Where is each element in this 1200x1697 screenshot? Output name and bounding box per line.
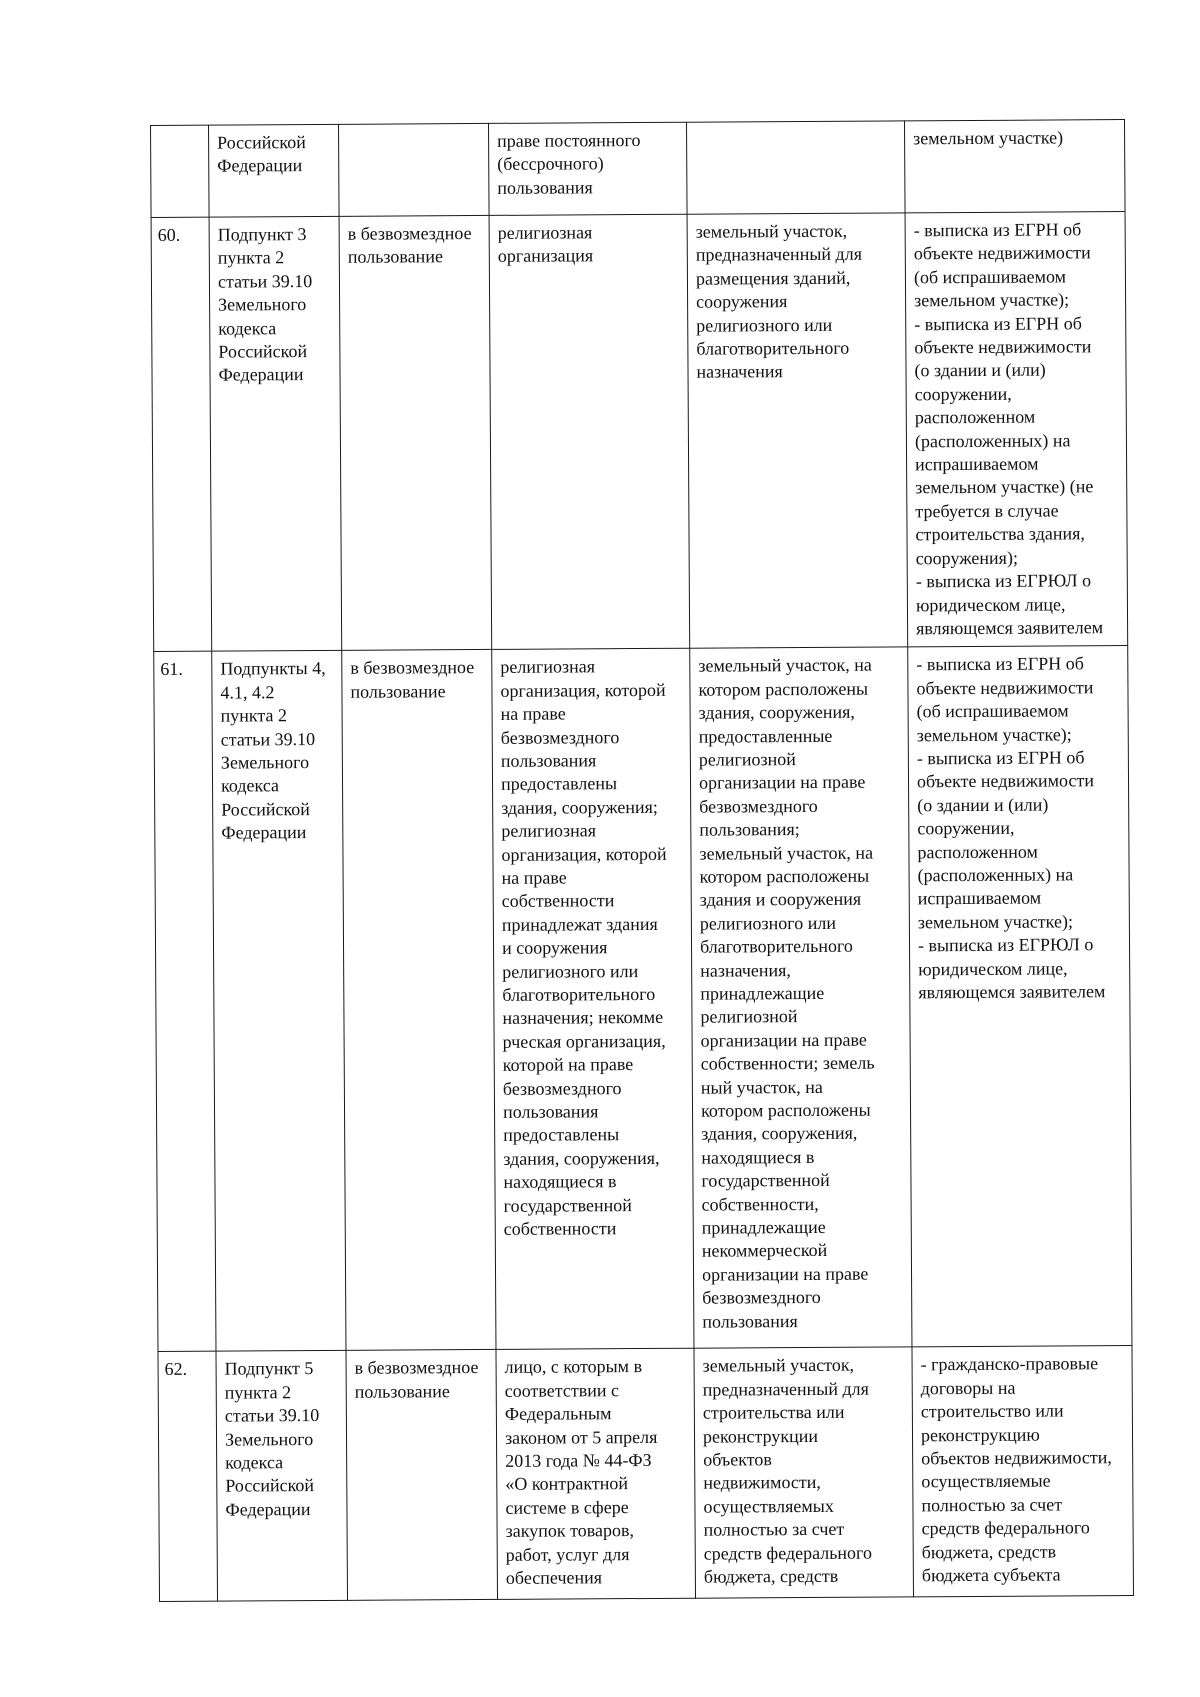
cell-line: строительства или bbox=[702, 1401, 845, 1423]
cell-line: на праве bbox=[500, 703, 566, 724]
cell-line: пункта 2 bbox=[217, 247, 285, 268]
cell-line: расположенном bbox=[917, 841, 1038, 862]
cell-line: кодекса bbox=[225, 1452, 284, 1473]
cell-line: Земельного bbox=[224, 1428, 314, 1450]
cell-line: на праве bbox=[501, 867, 567, 888]
documents-cell bbox=[908, 646, 1132, 1347]
basis-cell bbox=[212, 651, 346, 1352]
cell-line: пользование bbox=[350, 680, 446, 702]
cell-line: котором расположены bbox=[698, 678, 869, 700]
cell-line: и сооружения bbox=[501, 937, 608, 959]
cell-line: земельном участке); bbox=[916, 723, 1072, 745]
cell-line: собственности; земель bbox=[700, 1052, 875, 1074]
cell-line: требуется в случае bbox=[915, 500, 1059, 522]
cell-line: ный участок, на bbox=[700, 1076, 823, 1098]
cell-line: реконструкцию bbox=[920, 1424, 1040, 1445]
cell-line: принадлежащие bbox=[701, 1216, 826, 1238]
cell-line: в безвозмездное bbox=[354, 1357, 479, 1379]
cell-line: религиозной bbox=[698, 749, 796, 770]
cell-line: находящиеся в bbox=[503, 1171, 617, 1193]
cell-line: сооружения); bbox=[915, 547, 1018, 569]
cell-line: являющемся заявителем bbox=[916, 617, 1104, 639]
cell-line: строительства здания, bbox=[915, 523, 1085, 545]
cell-line: Подпункт 5 bbox=[224, 1358, 314, 1379]
cell-line: системе в сфере bbox=[505, 1496, 629, 1518]
cell-line: бюджета субъекта bbox=[921, 1564, 1061, 1586]
cell-line: расположенном bbox=[914, 406, 1036, 428]
cell-line: недвижимости, bbox=[703, 1472, 821, 1493]
cell-line: земельном участке) bbox=[913, 127, 1064, 149]
cell-line: кодекса bbox=[220, 775, 280, 796]
cell-line: земельном участке); bbox=[914, 289, 1070, 311]
applicant-cell bbox=[492, 649, 694, 1350]
land-plot-cell bbox=[687, 213, 908, 649]
cell-line: статьи 39.10 bbox=[217, 270, 313, 292]
row-number: 61. bbox=[160, 659, 183, 680]
cell-line: организации на праве bbox=[700, 1029, 867, 1051]
cell-line: пользования; bbox=[699, 819, 800, 840]
cell-line: принадлежат здания bbox=[501, 913, 658, 935]
cell-line: сооружении, bbox=[917, 817, 1015, 839]
right-type-cell bbox=[342, 650, 496, 1351]
cell-line: безвозмездного bbox=[702, 1287, 821, 1308]
cell-line: религиозного или bbox=[699, 912, 836, 934]
basis-cell bbox=[209, 216, 342, 651]
cell-line: 4.1, 4.2 bbox=[220, 681, 275, 703]
cell-line: объекте недвижимости bbox=[914, 336, 1092, 358]
cell-line: Российской bbox=[225, 1475, 315, 1496]
cell-line: бюджета, средств bbox=[921, 1541, 1057, 1562]
cell-line: бюджета, средств bbox=[703, 1565, 839, 1587]
cell-line: Федерации bbox=[217, 155, 303, 176]
cell-line: объекте недвижимости bbox=[916, 770, 1095, 792]
cell-line: здания и сооружения bbox=[699, 889, 862, 911]
cell-line: объектов недвижимости, bbox=[921, 1447, 1112, 1469]
cell-line: осуществляемых bbox=[703, 1495, 834, 1517]
land-plots-table bbox=[150, 119, 1134, 1602]
table-row bbox=[154, 646, 1132, 1352]
land-plot-cell bbox=[690, 647, 912, 1348]
cell-line: Федерации bbox=[221, 822, 307, 843]
cell-line: предоставлены bbox=[500, 773, 618, 795]
row-number-cell bbox=[158, 1351, 218, 1601]
cell-line: Земельного bbox=[218, 294, 307, 315]
documents-cell bbox=[904, 120, 1125, 213]
cell-line: религиозная bbox=[497, 222, 593, 243]
cell-line: организации на праве bbox=[698, 771, 866, 794]
cell-line: принадлежащие bbox=[700, 982, 825, 1004]
cell-line: благотворительного bbox=[696, 337, 850, 359]
cell-line: котором расположены bbox=[700, 1099, 871, 1121]
cell-line: пользования bbox=[502, 1101, 599, 1122]
cell-line: осуществляемые bbox=[921, 1470, 1051, 1492]
cell-line: объекте недвижимости bbox=[913, 242, 1091, 264]
cell-line: - выписка из ЕГРЮЛ о bbox=[917, 934, 1094, 956]
cell-line: в безвозмездное bbox=[347, 223, 472, 244]
applicant-cell bbox=[496, 1349, 696, 1600]
cell-line: строительство или bbox=[920, 1400, 1064, 1422]
cell-line: (бессрочного) bbox=[497, 153, 604, 175]
cell-line: соответствии с bbox=[504, 1379, 619, 1401]
cell-line: религиозного или bbox=[696, 314, 833, 336]
cell-line: - выписка из ЕГРН об bbox=[916, 653, 1084, 675]
row-number-cell bbox=[151, 217, 212, 652]
cell-line: «О контрактной bbox=[505, 1473, 629, 1495]
cell-line: здания, сооружения, bbox=[698, 701, 855, 723]
cell-line: Российской bbox=[217, 132, 306, 153]
cell-line: пользование bbox=[347, 246, 443, 268]
cell-line: государственной bbox=[503, 1194, 632, 1216]
cell-line: юридическом лице, bbox=[918, 958, 1068, 979]
land-plot-cell bbox=[686, 121, 905, 214]
row-number: 60. bbox=[157, 224, 181, 245]
cell-line: - выписка из ЕГРН об bbox=[916, 747, 1085, 769]
cell-line: собственности bbox=[501, 890, 615, 912]
table-row bbox=[151, 212, 1128, 652]
basis-cell bbox=[209, 124, 340, 217]
cell-line: кодекса bbox=[218, 317, 277, 339]
cell-line: объектов bbox=[703, 1449, 772, 1470]
cell-line: предоставлены bbox=[503, 1124, 620, 1146]
cell-line: некоммерческой bbox=[701, 1240, 828, 1262]
cell-line: Российской bbox=[221, 798, 310, 820]
cell-line: собственности, bbox=[701, 1193, 819, 1215]
cell-line: благотворительного bbox=[502, 983, 656, 1005]
cell-line: статьи 39.10 bbox=[220, 728, 316, 750]
cell-line: Подпункты 4, bbox=[220, 658, 326, 679]
applicant-cell bbox=[489, 214, 690, 650]
cell-line: рческая организация, bbox=[502, 1030, 666, 1052]
cell-line: - гражданско-правовые bbox=[920, 1353, 1099, 1375]
cell-line: безвозмездного bbox=[699, 795, 818, 817]
cell-line: Федерации bbox=[225, 1498, 311, 1520]
table-row bbox=[151, 120, 1126, 218]
documents-cell bbox=[912, 1346, 1134, 1597]
right-type-cell bbox=[346, 1350, 498, 1601]
cell-line: религиозной bbox=[700, 1006, 798, 1028]
cell-line: статьи 39.10 bbox=[224, 1405, 320, 1426]
cell-line: (о здании и (или) bbox=[914, 359, 1046, 381]
cell-line: размещения зданий, bbox=[695, 267, 851, 289]
applicant-cell bbox=[488, 122, 687, 215]
cell-line: лицо, с которым в bbox=[504, 1356, 643, 1378]
cell-line: организация bbox=[497, 245, 594, 267]
table-row bbox=[158, 1346, 1134, 1602]
cell-line: сооружения bbox=[696, 291, 788, 312]
cell-line: земельный участок, bbox=[695, 220, 848, 242]
cell-line: земельном участке); bbox=[917, 911, 1073, 933]
row-number: 62. bbox=[164, 1359, 188, 1380]
cell-line: (об испрашиваемом bbox=[916, 700, 1069, 722]
cell-line: полностью за счет bbox=[703, 1518, 845, 1540]
cell-line: (об испрашиваемом bbox=[913, 266, 1067, 288]
cell-line: юридическом лице, bbox=[915, 593, 1066, 615]
cell-line: религиозная bbox=[501, 820, 597, 842]
cell-line: назначения, bbox=[700, 959, 791, 981]
cell-line: организация, которой bbox=[500, 679, 666, 701]
cell-line: безвозмездного bbox=[500, 726, 620, 748]
cell-line: назначения bbox=[696, 361, 783, 383]
cell-line: договоры на bbox=[920, 1377, 1016, 1399]
cell-line: собственности bbox=[503, 1218, 617, 1239]
cell-line: религиозная bbox=[500, 656, 596, 678]
cell-line: организация, которой bbox=[501, 843, 667, 865]
cell-line: государственной bbox=[701, 1170, 830, 1191]
land-plot-cell bbox=[694, 1347, 914, 1598]
cell-line: которой на праве bbox=[502, 1054, 634, 1076]
cell-line: объекте недвижимости bbox=[916, 676, 1094, 699]
cell-line: здания, сооружения, bbox=[503, 1147, 660, 1169]
cell-line: реконструкции bbox=[702, 1425, 819, 1447]
cell-line: 2013 года № 44-ФЗ bbox=[505, 1449, 652, 1471]
cell-line: испрашиваемом bbox=[915, 453, 1039, 475]
cell-line: закупок товаров, bbox=[505, 1520, 635, 1542]
cell-line: организации на праве bbox=[701, 1263, 869, 1285]
cell-line: назначения; некомме bbox=[502, 1007, 664, 1029]
cell-line: Земельного bbox=[220, 751, 310, 773]
cell-line: (расположенных) на bbox=[914, 430, 1071, 451]
cell-line: являющемся заявителем bbox=[918, 981, 1106, 1003]
cell-line: земельном участке) (не bbox=[915, 476, 1094, 498]
cell-line: испрашиваемом bbox=[917, 887, 1042, 909]
cell-line: земельный участок, на bbox=[699, 842, 874, 864]
cell-line: (расположенных) на bbox=[917, 864, 1074, 886]
row-number-cell bbox=[151, 125, 210, 217]
cell-line: сооружении, bbox=[914, 383, 1012, 405]
right-type-cell bbox=[338, 123, 489, 216]
cell-line: земельный участок, на bbox=[698, 654, 872, 676]
cell-line: безвозмездного bbox=[502, 1077, 622, 1099]
right-type-cell bbox=[339, 215, 492, 650]
cell-line: пользования bbox=[500, 750, 597, 771]
cell-line: Российской bbox=[218, 341, 308, 362]
cell-line: средств федерального bbox=[703, 1542, 873, 1564]
cell-line: обеспечения bbox=[505, 1567, 603, 1588]
cell-line: предназначенный для bbox=[702, 1378, 869, 1400]
cell-line: полностью за счет bbox=[921, 1494, 1063, 1516]
cell-line: законом от 5 апреля bbox=[504, 1426, 658, 1448]
cell-line: средств федерального bbox=[921, 1517, 1090, 1539]
documents-cell bbox=[905, 212, 1128, 648]
row-number-cell bbox=[154, 651, 216, 1351]
cell-line: земельный участок, bbox=[702, 1355, 855, 1376]
cell-line: предоставленные bbox=[698, 725, 833, 747]
cell-line: работ, услуг для bbox=[505, 1543, 630, 1565]
cell-line: благотворительного bbox=[699, 935, 853, 957]
basis-cell bbox=[216, 1351, 348, 1602]
cell-line: пользование bbox=[354, 1380, 450, 1402]
cell-line: котором расположены bbox=[699, 865, 870, 887]
cell-line: (о здании и (или) bbox=[917, 794, 1049, 816]
cell-line: пункта 2 bbox=[220, 705, 288, 726]
cell-line: в безвозмездное bbox=[350, 657, 475, 679]
cell-line: Федеральным bbox=[504, 1403, 612, 1424]
cell-line: - выписка из ЕГРЮЛ о bbox=[915, 570, 1092, 592]
cell-line: здания, сооружения; bbox=[501, 796, 658, 818]
cell-line: пользования bbox=[497, 177, 593, 198]
cell-line: праве постоянного bbox=[497, 130, 641, 151]
cell-line: - выписка из ЕГРН об bbox=[913, 219, 1082, 241]
cell-line: предназначенный для bbox=[695, 244, 863, 266]
cell-line: находящиеся в bbox=[701, 1146, 815, 1168]
cell-line: Федерации bbox=[218, 364, 304, 386]
cell-line: здания, сооружения, bbox=[701, 1123, 858, 1145]
cell-line: Подпункт 3 bbox=[217, 224, 307, 245]
cell-line: религиозного или bbox=[502, 960, 639, 982]
cell-line: пользования bbox=[702, 1310, 798, 1332]
cell-line: - выписка из ЕГРН об bbox=[914, 312, 1082, 334]
cell-line: пункта 2 bbox=[224, 1381, 292, 1403]
